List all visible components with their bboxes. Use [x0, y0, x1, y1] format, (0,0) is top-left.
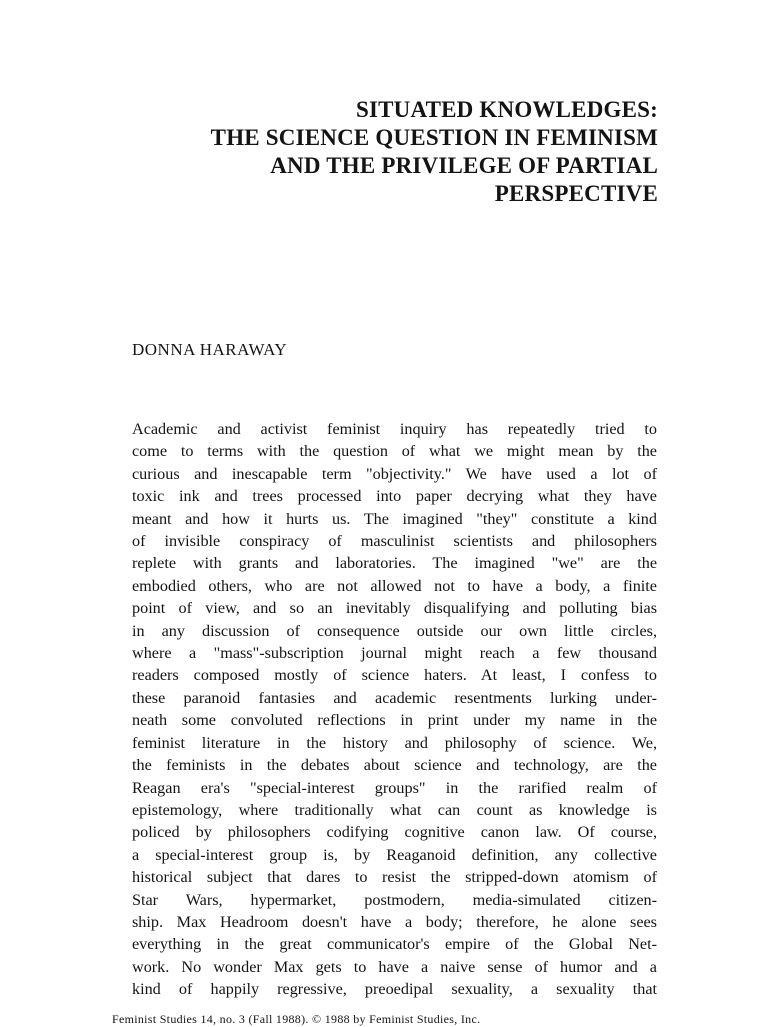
body-line: of invisible conspiracy of masculinist scientists and philosophers	[132, 532, 657, 551]
body-line: ship. Max Headroom doesn't have a body; therefore, he alone sees	[132, 912, 657, 931]
body-line: point of view, and so an inevitably disqualifying and polluting bias	[132, 599, 657, 618]
body-line: policed by philosophers codifying cognitive canon law. Of course,	[132, 823, 657, 842]
body-line: the feminists in the debates about science and technology, are the	[132, 756, 657, 775]
body-line: neath some convoluted reflections in print under my name in the	[132, 711, 657, 730]
body-paragraph	[132, 418, 657, 1001]
body-line: a special-interest group is, by Reaganoid definition, any collective	[132, 845, 657, 864]
body-line: Reagan era's "special-interest groups" in the rarified realm of	[132, 778, 657, 797]
body-line: historical subject that dares to resist the stripped-down atomism of	[132, 868, 657, 887]
body-line: Star Wars, hypermarket, postmodern, media-simulated citizen-	[132, 890, 657, 909]
body-line: where a "mass"-subscription journal might reach a few thousand	[132, 644, 657, 663]
article-title	[98, 96, 658, 208]
body-line: toxic ink and trees processed into paper decrying what they have	[132, 487, 657, 506]
body-line: embodied others, who are not allowed not to have a body, a finite	[132, 576, 657, 595]
author-name: DONNA HARAWAY	[132, 340, 288, 359]
body-line: work. No wonder Max gets to have a naive sense of humor and a	[132, 957, 657, 976]
body-line: come to terms with the question of what we might mean by the	[132, 442, 657, 461]
body-line: replete with grants and laboratories. The imagined "we" are the	[132, 554, 657, 573]
body-line: kind of happily regressive, preoedipal sexuality, a sexuality that	[132, 980, 657, 999]
body-line: epistemology, where traditionally what can count as knowledge is	[132, 800, 657, 819]
title-line-1: SITUATED KNOWLEDGES:	[355, 97, 658, 122]
title-line-2: THE SCIENCE QUESTION IN FEMINISM	[210, 125, 658, 150]
title-line-4: PERSPECTIVE	[494, 181, 658, 206]
body-line: everything in the great communicator's empire of the Global Net-	[132, 935, 657, 954]
body-line: curious and inescapable term "objectivity." We have used a lot of	[132, 464, 657, 483]
body-line: meant and how it hurts us. The imagined "they" constitute a kind	[132, 509, 657, 528]
journal-footer: Feminist Studies 14, no. 3 (Fall 1988). © 1988 by Feminist Studies, Inc.	[112, 1012, 481, 1026]
title-line-3: AND THE PRIVILEGE OF PARTIAL	[270, 153, 658, 178]
body-line: readers composed mostly of science haters. At least, I confess to	[132, 666, 657, 685]
body-line: these paranoid fantasies and academic resentments lurking under-	[132, 688, 657, 707]
body-line: feminist literature in the history and philosophy of science. We,	[132, 733, 657, 752]
body-line: Academic and activist feminist inquiry has repeatedly tried to	[132, 420, 657, 438]
body-line: in any discussion of consequence outside our own little circles,	[132, 621, 657, 640]
